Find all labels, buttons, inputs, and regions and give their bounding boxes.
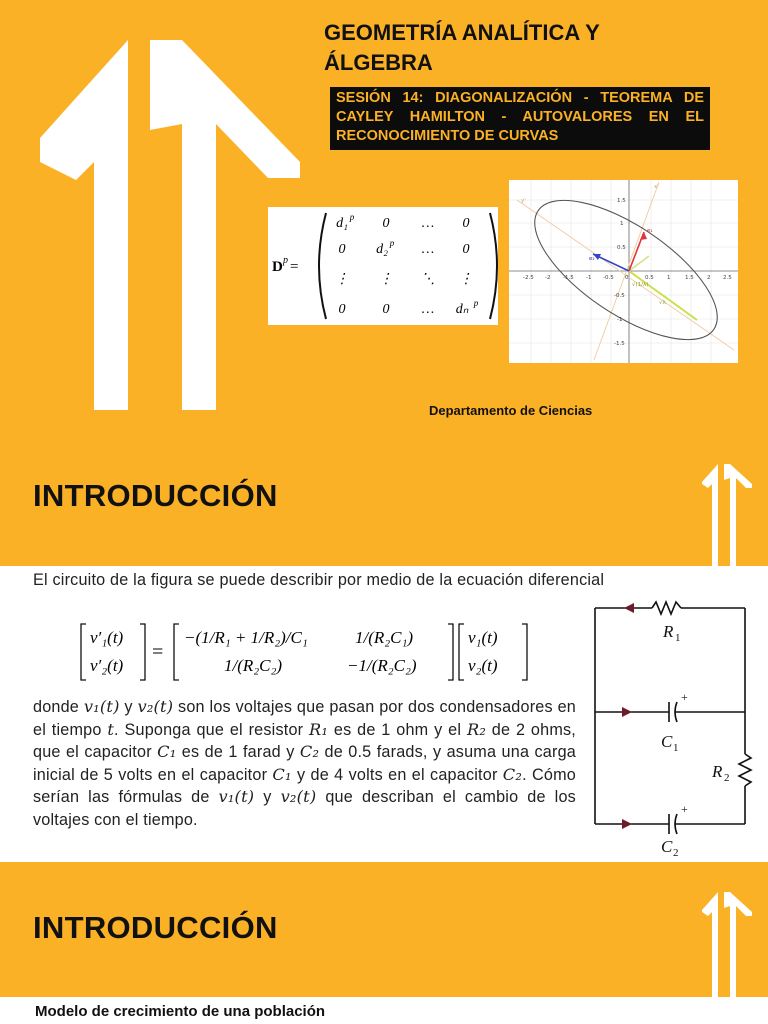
matrix-r1c3: …: [421, 216, 435, 231]
plot-ytick-2: 1: [620, 221, 624, 227]
matrix-lhs-sup: p: [283, 255, 288, 266]
matrix-r3c1: ⋮: [335, 272, 349, 287]
eq-lhs-1: v′₁(t): [90, 628, 124, 647]
problem-text-5: es de 1 ohm y el: [328, 720, 467, 739]
intro-slide-1: [0, 448, 768, 566]
plot-xtick-7: 0.5: [645, 275, 654, 281]
plot-xtick-5: -0.5: [603, 275, 614, 281]
circuit-label-C1: C: [661, 732, 673, 751]
circuit-label-C2-sub: 2: [673, 847, 679, 856]
cover-slide: [0, 0, 768, 448]
var-v1-b: v₁(t): [218, 787, 255, 806]
problem-text-8: de 0.5 farads, y asuma una carga inicial de 5 volts en el capacitor: [33, 743, 576, 784]
svg-text:p: p: [389, 238, 395, 248]
circuit-diagram: [588, 594, 764, 856]
cover-title-line1: GEOMETRÍA ANALÍTICA Y: [324, 20, 600, 45]
ellipse-plot-image: [509, 180, 738, 363]
var-v1: v₁(t): [83, 697, 120, 716]
var-R2: R₂: [466, 719, 487, 739]
matrix-r4c3: …: [421, 302, 435, 317]
population-slide: [0, 997, 768, 1024]
eq-rhs-1: v₁(t): [468, 628, 498, 647]
matrix-r4c1: 0: [338, 302, 346, 317]
matrix-r2c1: 0: [338, 242, 346, 257]
plot-ytick-1: 1.5: [617, 198, 626, 204]
plot-xtick-8: 1: [667, 275, 671, 281]
var-t: t: [107, 719, 115, 739]
var-C2-b: C₂: [502, 764, 523, 784]
matrix-r2c4: 0: [462, 242, 470, 257]
arrow-logo-icon: [0, 0, 300, 448]
matrix-r1c2: 0: [382, 216, 390, 231]
department-label: Departamento de Ciencias: [429, 403, 593, 418]
var-C1-b: C₁: [272, 764, 292, 784]
circuit-label-R2-sub: 2: [724, 772, 730, 784]
circuit-label-C2: C: [661, 837, 673, 856]
matrix-r2c3: …: [421, 242, 435, 257]
plot-ytick-6: -1.5: [614, 341, 625, 347]
cover-title: [324, 18, 744, 78]
problem-text-11: y: [254, 788, 281, 806]
diagonal-matrix-image: [268, 207, 498, 325]
plot-xtick-10: 2: [707, 275, 711, 281]
matrix-r3c4: ⋮: [459, 272, 473, 287]
matrix-r2c2: d₂: [376, 242, 388, 257]
matrix-r4c2: 0: [382, 302, 390, 317]
cover-title-line2: ÁLGEBRA: [324, 50, 433, 75]
circuit-intro-text: El circuito de la figura se puede describir por medio de la ecuación diferencial: [33, 571, 605, 589]
eq-rhs-2: v₂(t): [468, 656, 498, 675]
svg-text:=: =: [290, 259, 299, 275]
matrix-r3c3: ⋱: [421, 272, 435, 287]
problem-text-10: . Cómo serían las fórmulas de: [33, 765, 577, 806]
intro-heading-1: INTRODUCCIÓN: [33, 478, 278, 513]
circuit-label-R1-sub: 1: [675, 632, 681, 644]
var-R1: R₁: [309, 719, 329, 739]
var-C2: C₂: [299, 742, 320, 761]
arrow-logo-small-icon-2: [700, 884, 752, 997]
plot-ytick-5: -1: [617, 317, 623, 323]
arrow-logo-small-icon: [700, 456, 752, 566]
plot-label-sqrt-b: √λ: [659, 300, 666, 306]
intro-heading-2: INTRODUCCIÓN: [33, 910, 278, 945]
plot-label-e2: e₂: [589, 256, 595, 262]
differential-equation: [78, 620, 558, 684]
problem-text-12: que describan el cambio de los voltajes con el tiempo.: [33, 788, 576, 829]
matrix-svg: [268, 207, 498, 325]
plot-xtick-1: -2.5: [523, 275, 534, 281]
circuit-label-R1: R: [663, 622, 674, 641]
plot-xtick-4: -1: [586, 275, 592, 281]
var-v2: v₂(t): [137, 697, 174, 716]
circuit-slide: [0, 566, 768, 862]
matrix-r3c2: ⋮: [379, 272, 393, 287]
plot-label-sqrt-a: √(1/λ): [632, 282, 649, 288]
problem-text-6: de 2 ohms, que el capacitor: [33, 720, 576, 761]
matrix-r1c1: d₁: [336, 216, 348, 231]
matrix-r4c4: dₙ: [455, 302, 469, 317]
circuit-plus-2: +: [681, 802, 688, 816]
circuit-label-R2: R: [712, 762, 723, 781]
matrix-lhs: D: [272, 259, 283, 275]
eq-equals: =: [152, 641, 164, 663]
eq-m12: 1/(R₂C₁): [355, 628, 414, 647]
plot-xtick-3: -1.5: [563, 275, 574, 281]
problem-text-1: donde: [33, 698, 84, 716]
ellipse-plot-svg: [509, 180, 738, 363]
eq-m21: 1/(R₂C₂): [224, 656, 283, 675]
svg-text:p: p: [349, 212, 355, 222]
session-subtitle: SESIÓN 14: DIAGONALIZACIÓN - TEOREMA DE CAYLEY HAMILTON - AUTOVALORES EN EL RECONOCIMIENTO DE CURVAS: [330, 87, 710, 150]
matrix-exp: p: [473, 298, 479, 308]
matrix-r1c4: 0: [462, 216, 470, 231]
problem-text-3: son los voltajes que pasan por dos condensadores en el tiempo: [33, 698, 576, 739]
eq-m11: −(1/R₁ + 1/R₂)/C₁: [184, 628, 308, 647]
problem-text-2: y: [119, 698, 138, 716]
plot-ytick-4: -0.5: [614, 293, 625, 299]
intro-slide-2: [0, 862, 768, 997]
problem-statement: [33, 696, 576, 831]
plot-xtick-9: 1.5: [685, 275, 694, 281]
problem-text-9: y de 4 volts en el capacitor: [291, 765, 503, 784]
eq-m22: −1/(R₂C₂): [347, 656, 417, 675]
plot-label-xprime: x': [654, 184, 659, 190]
population-model-title: Modelo de crecimiento de una población: [35, 1003, 326, 1020]
problem-text-7: es de 1 farad y: [176, 743, 300, 761]
plot-xtick-11: 2.5: [723, 275, 732, 281]
circuit-plus-1: +: [681, 690, 688, 704]
plot-xtick-6: 0: [625, 275, 629, 281]
plot-label-e1: e₁: [647, 228, 653, 234]
problem-text-4: . Suponga que el resistor: [114, 720, 310, 739]
var-v2-b: v₂(t): [280, 787, 317, 806]
plot-ytick-3: 0.5: [617, 245, 626, 251]
eq-lhs-2: v′₂(t): [90, 656, 124, 675]
plot-label-yprime: y': [521, 198, 526, 204]
circuit-label-C1-sub: 1: [673, 742, 679, 754]
plot-xtick-2: -2: [545, 275, 551, 281]
var-C1: C₁: [157, 742, 177, 761]
